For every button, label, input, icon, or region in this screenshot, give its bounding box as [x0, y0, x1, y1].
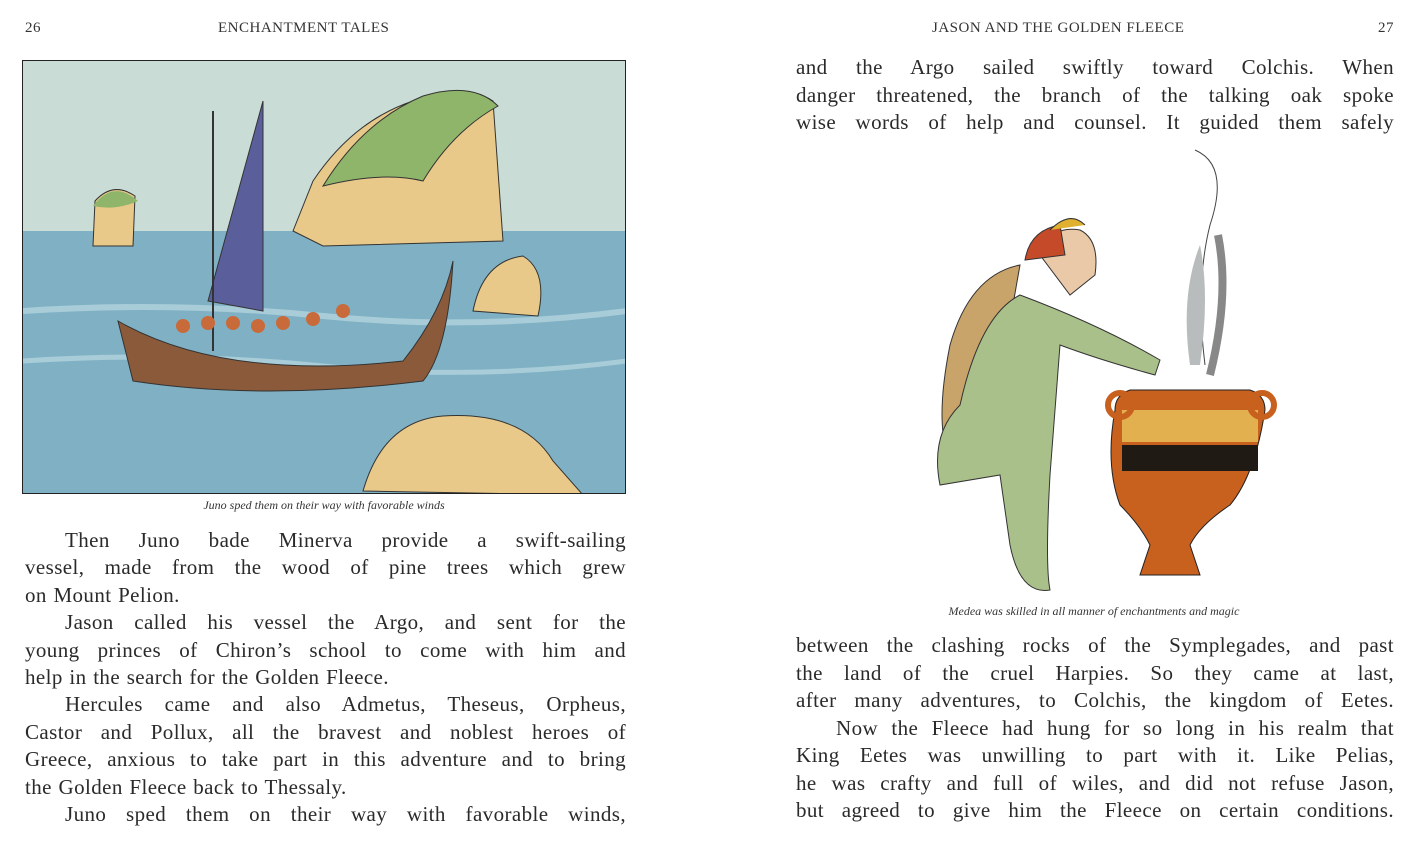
- medea-illustration: [900, 145, 1300, 605]
- text-line: Hercules came and also Admetus, Theseus, Orpheus,: [65, 692, 626, 717]
- text-line: Then Juno bade Minerva provide a swift-sailing: [65, 528, 626, 552]
- argo-illustration: [22, 60, 626, 494]
- text-line: wise words of help and counsel. It guided them safely: [796, 110, 1394, 134]
- argo-caption: Juno sped them on their way with favorable winds: [203, 498, 445, 512]
- running-head-left: ENCHANTMENT TALES: [218, 20, 390, 36]
- text-line: Greece, anxious to take part in this adventure and to bring: [25, 747, 626, 772]
- page-number-right: 27: [1378, 20, 1394, 36]
- text-line: young princes of Chiron’s school to come with him and: [25, 637, 626, 662]
- text-line: Jason called his vessel the Argo, and sent for the: [65, 610, 626, 635]
- text-line: vessel, made from the wood of pine trees which grew: [25, 555, 626, 580]
- medea-caption: Medea was skilled in all manner of enchantments and magic: [948, 604, 1240, 618]
- text-line: the land of the cruel Harpies. So they came at last,: [796, 660, 1394, 685]
- text-line: Now the Fleece had hung for so long in his realm that: [836, 715, 1394, 740]
- text-line: King Eetes was unwilling to part with it. Like Pelias,: [796, 743, 1394, 767]
- page-number-left: 26: [25, 20, 41, 36]
- text-line: between the clashing rocks of the Symplegades, and past: [796, 633, 1394, 657]
- text-line: danger threatened, the branch of the talking oak spoke: [796, 82, 1394, 107]
- text-line: after many adventures, to Colchis, the kingdom of Eetes.: [796, 688, 1394, 712]
- text-line: and the Argo sailed swiftly toward Colchis. When: [796, 55, 1394, 79]
- text-line: help in the search for the Golden Fleece.: [25, 665, 389, 689]
- text-line: the Golden Fleece back to Thessaly.: [25, 774, 347, 799]
- running-head-right: JASON AND THE GOLDEN FLEECE: [932, 20, 1185, 36]
- text-line: he was crafty and full of wiles, and did not refuse Jason,: [796, 770, 1394, 795]
- text-line: but agreed to give him the Fleece on certain conditions.: [796, 798, 1394, 822]
- text-line: Juno sped them on their way with favorable winds,: [65, 802, 626, 826]
- text-line: on Mount Pelion.: [25, 582, 180, 607]
- text-line: Castor and Pollux, all the bravest and noblest heroes of: [25, 719, 626, 744]
